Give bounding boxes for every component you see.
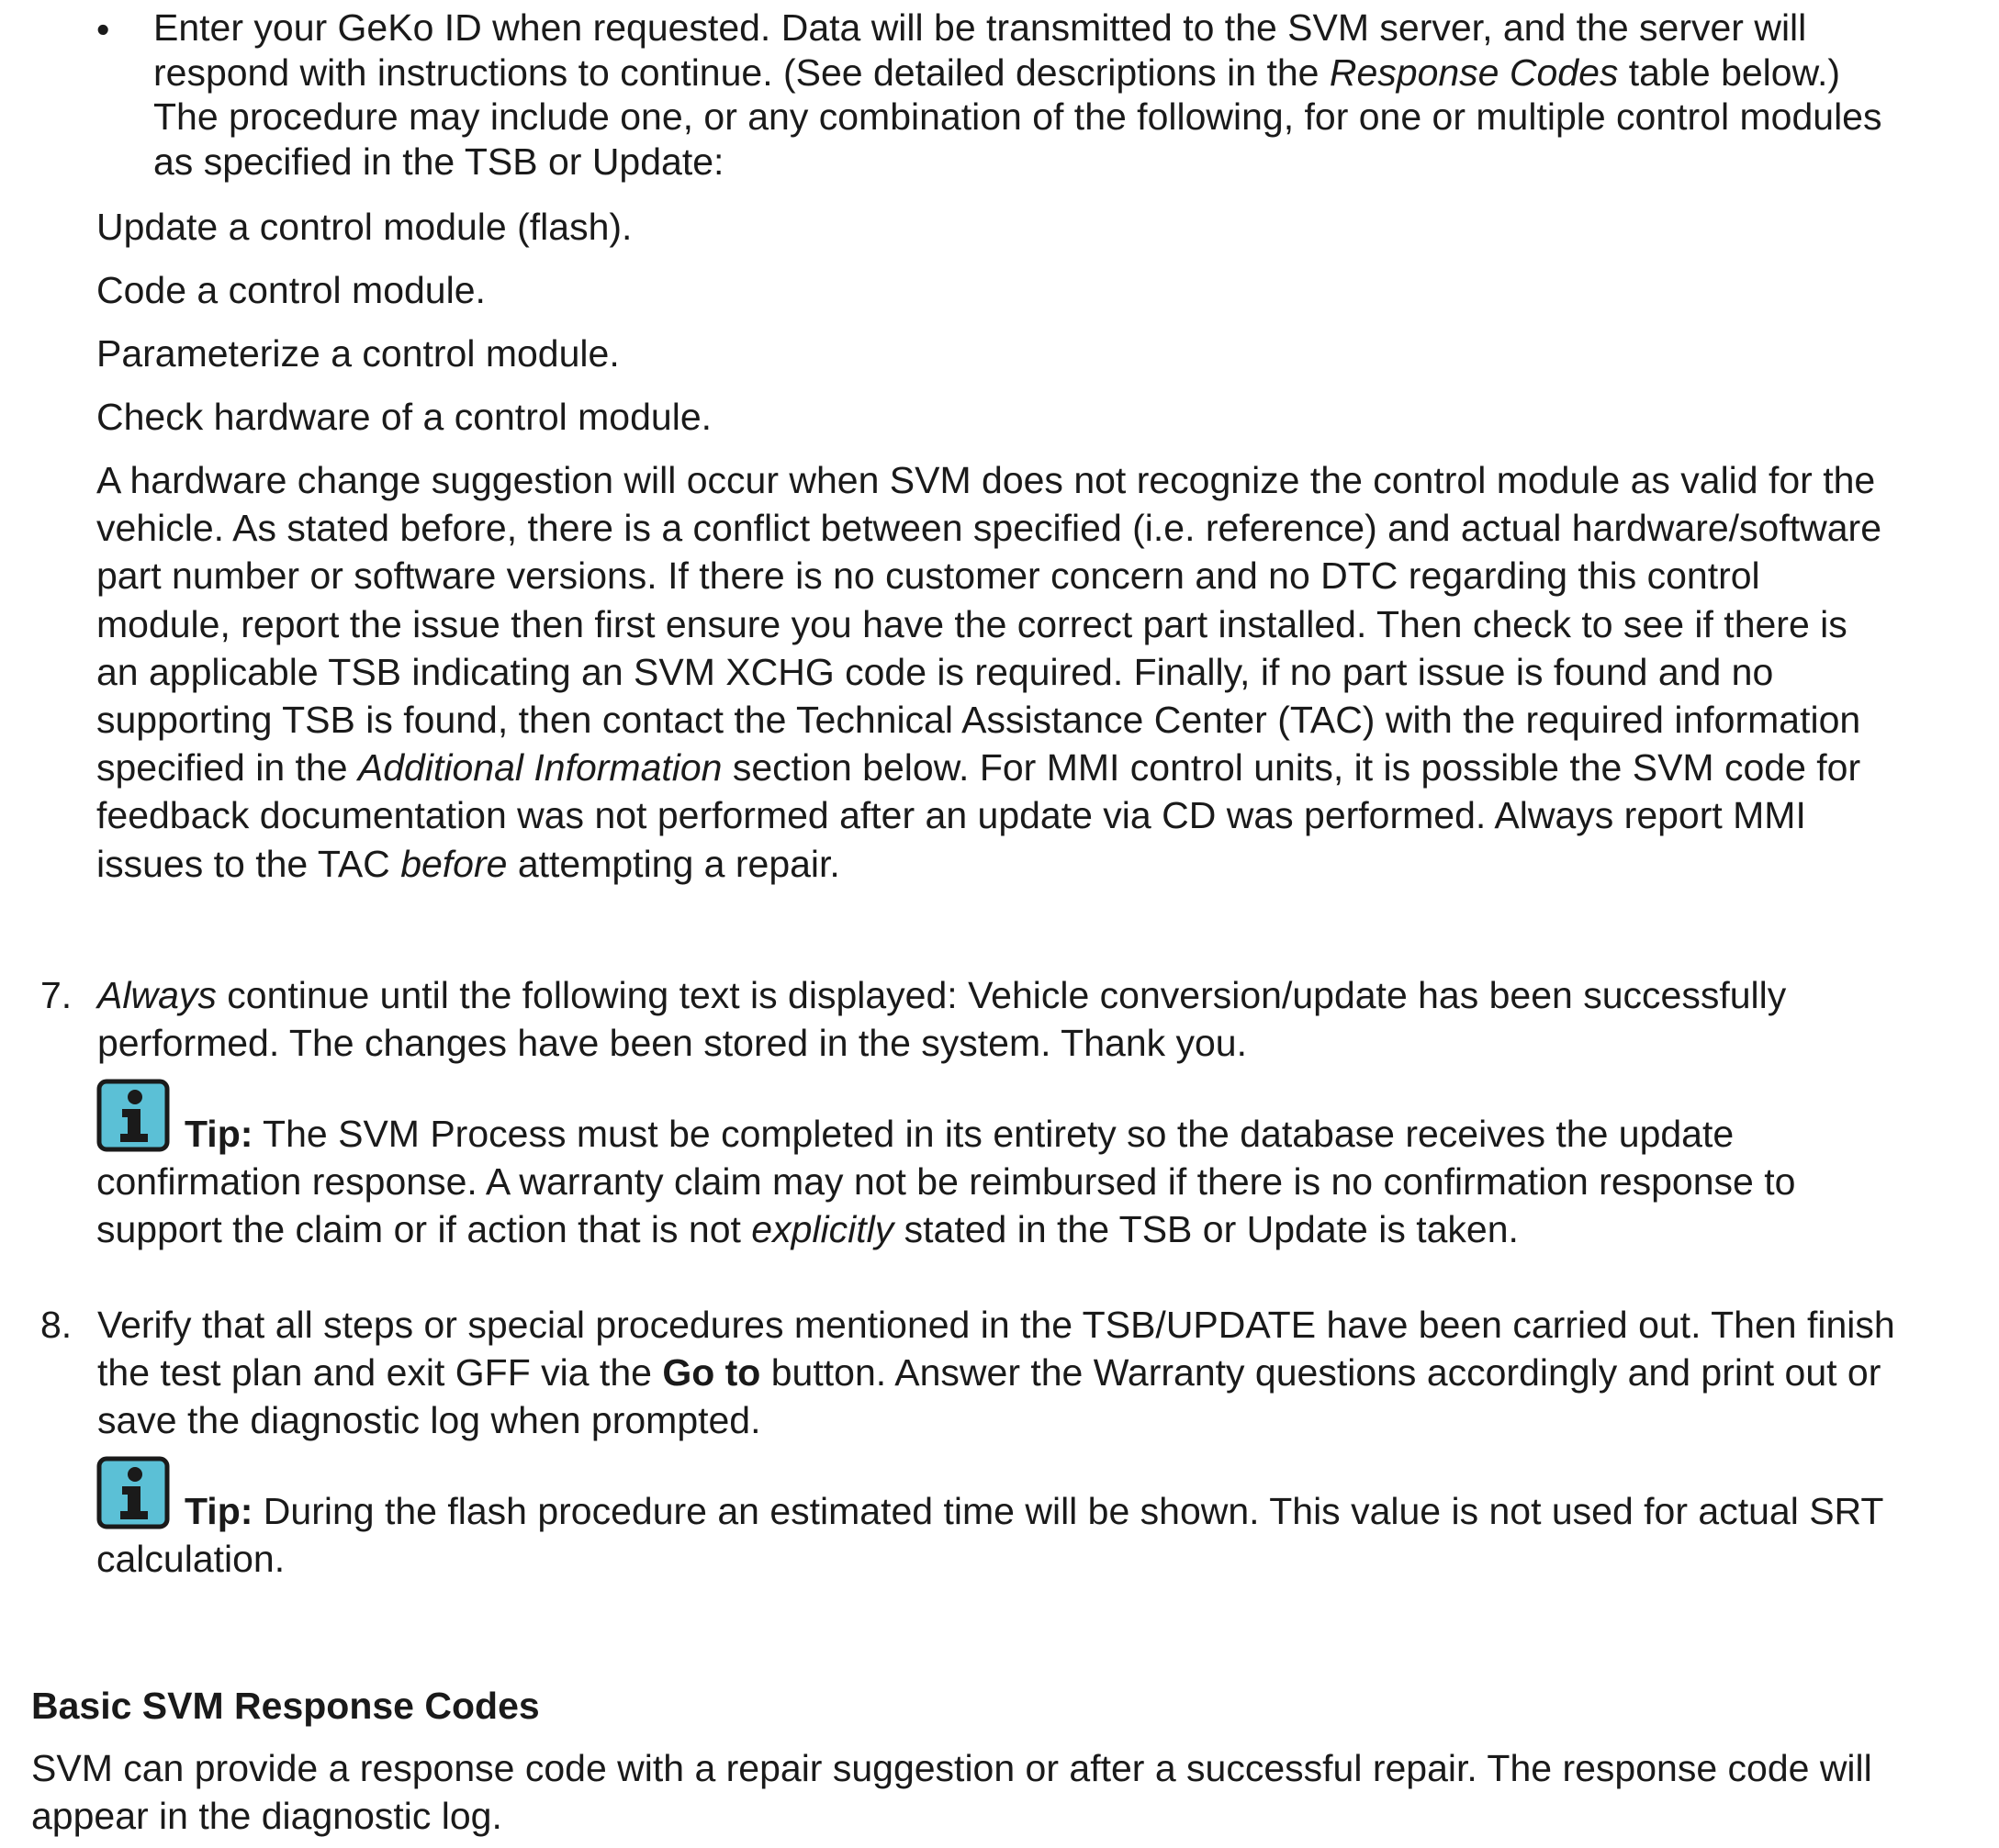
hardware-change-paragraph: A hardware change suggestion will occur when SVM does not recognize the control module as valid for the vehicle. As stated before, there is a conflict between specified (i.e. reference) and actual hardware/software part number or software versions. If there is no customer concern and no DTC regarding this control module, report the issue then first ensure you have the correct part installed. Then check to see if there is an applicable TSB indicating an SVM XCHG code is required. Finally, if no part issue is found and no supporting TSB is found, then contact the Technical Assistance Center (TAC) with the required information specified in the Additional Information section below. For MMI control units, it is possible the SVM code for feedback documentation was not performed after an update via CD was performed. Always report MMI issues to the TAC before attempting a repair. [96,459,1881,885]
action-flash: Update a control module (flash). [96,206,633,248]
section-heading: Basic SVM Response Codes [31,1685,540,1727]
tip-block-2: Tip: During the flash procedure an estimated time will be shown. This value is not used for actual SRT calculation. [96,1456,1896,1583]
bullet-text: Enter your GeKo ID when requested. Data will be transmitted to the SVM server, and the server will respond with instructions to continue. (See detailed descriptions in the Response Codes table below.) The procedure may include one, or any combination of the following, for one or multiple control modules as specified in the TSB or Update: [153,6,1882,183]
bullet-item-geko [96,6,1896,184]
step-8-text: Verify that all steps or special procedures mentioned in the TSB/UPDATE have been carried out. Then finish the test plan and exit GFF via the Go to button. Answer the Warranty questions accordingly and print out or save the diagnostic log when prompted. [97,1304,1895,1441]
step-7 [40,971,1904,1067]
action-code: Code a control module. [96,269,486,311]
info-icon [96,1079,170,1152]
tip-label: Tip: [185,1113,253,1155]
section-body-text: SVM can provide a response code with a repair suggestion or after a successful repair. The response code will appear in the diagnostic log. [31,1747,1872,1837]
action-check-hardware: Check hardware of a control module. [96,396,713,438]
step-7-text: Always continue until the following text is displayed: Vehicle conversion/update has been successfully performed. The changes have been stored in the system. Thank you. [97,974,1787,1064]
response-codes-reference: Response Codes [1329,50,1619,94]
action-parameterize: Parameterize a control module. [96,332,620,375]
info-icon [96,1456,170,1529]
step-8 [40,1301,1904,1444]
additional-information-reference: Additional Information [357,746,723,790]
tip-label: Tip: [185,1490,253,1532]
go-to-button-reference: Go to [662,1351,761,1394]
step-number: 8. [40,1304,73,1346]
step-number: 7. [40,974,73,1016]
bullet-marker: • [96,8,110,50]
tip-block-1: Tip: The SVM Process must be completed in its entirety so the database receives the update confirmation response. A warranty claim may not be reimbursed if there is no confirmation response to support the claim or if action that is not explicitly stated in the TSB or Update is taken. [96,1079,1896,1253]
